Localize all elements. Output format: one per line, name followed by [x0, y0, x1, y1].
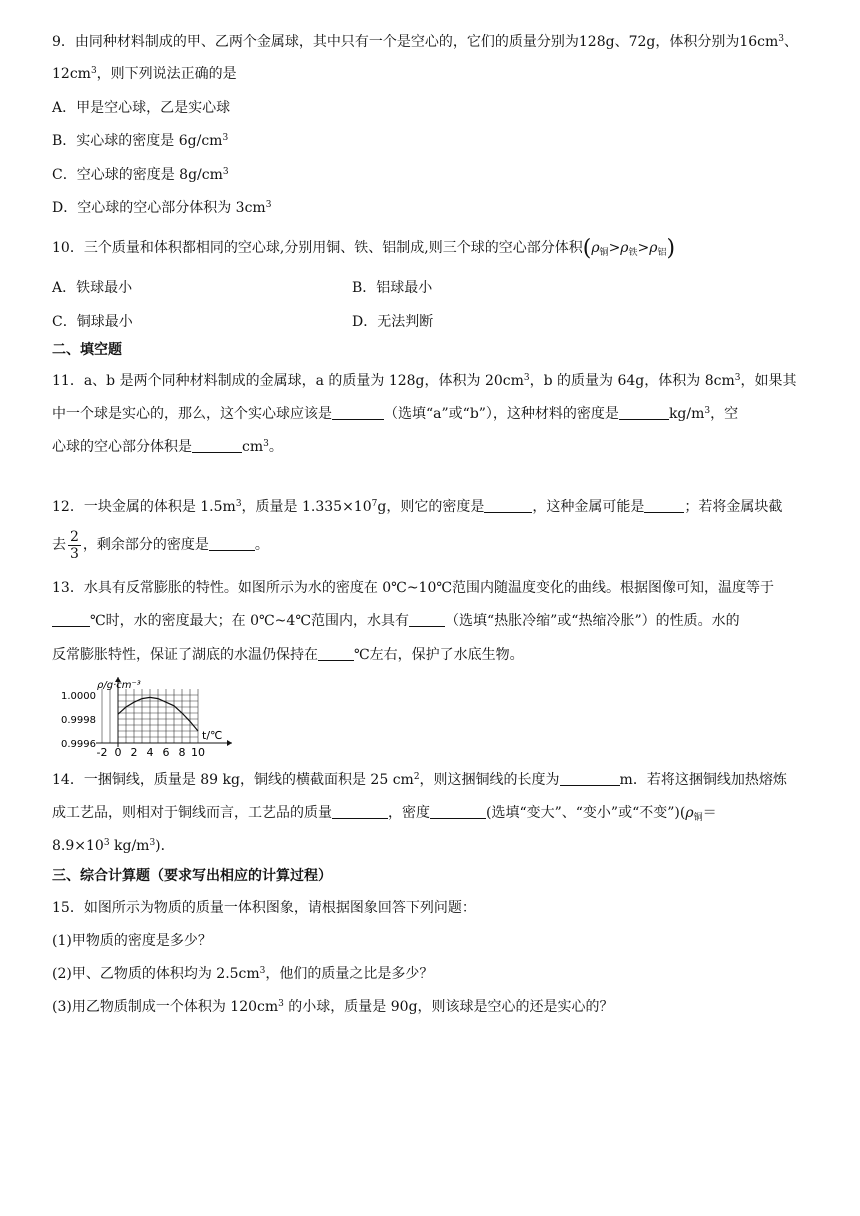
section-calculation-heading: 三、综合计算题（要求写出相应的计算过程） [52, 868, 332, 884]
q11-blank-1[interactable] [332, 405, 384, 420]
q15-stem: 15．如图所示为物质的质量一体积图象，请根据图象回答下列问题： [52, 900, 476, 916]
q14-line1: 14．一捆铜线，质量是 89 kg，铜线的横截面积是 25 $cm^2$，则这捆铜线的长度为 m．若将这捆铜线加热熔炼 [52, 772, 787, 788]
q9-option-a: A．甲是空心球，乙是实心球 [52, 100, 231, 116]
y-tick-label: 0.9996 [61, 739, 96, 750]
q9-option-c: C．空心球的密度是 $8g/cm^3$ [52, 167, 229, 183]
q9-option-b: B．实心球的密度是 $6g/cm^3$ [52, 133, 229, 149]
x-tick-label: -2 [96, 746, 108, 759]
q13-blank-2[interactable] [409, 612, 445, 627]
q14-line3: $8.9\times 10^3$ $kg/m^3$)． [52, 838, 175, 854]
q9-stem-line1: 9．由同种材料制成的甲、乙两个金属球，其中只有一个是空心的，它们的质量分别为128g、72g，体积分别为$16cm^3$、 [52, 34, 799, 50]
q11-line2: 中一个球是实心的，那么，这个实心球应该是 （选填“a”或“b”），这种材料的密度是 $kg/m^3$，空 [52, 406, 739, 422]
fraction-two-thirds: $\frac{2}{3}$ [70, 528, 79, 562]
q14-line2: 成工艺品，则相对于铜线而言，工艺品的质量 ，密度 (选填“变大”、“变小”或“不变$”)(\rho_铜=$ [52, 805, 717, 823]
y-tick-label: 0.9998 [61, 715, 96, 726]
q14-blank-1[interactable] [560, 771, 620, 786]
q10-stem: 10．三个质量和体积都相同的空心球,分别用铜、铁、铝制成,则三个球的空心部分体积$(\rho_铜>\rho_铁>\rho_铝)$ [52, 236, 676, 261]
q13-blank-3[interactable] [318, 646, 354, 661]
x-tick-label: 4 [146, 746, 154, 759]
q12-line1: 12．一块金属的体积是 $1.5m^3$，质量是 $1.335\times 10^7g$，则它的密度是 ，这种金属可能是 ；若将金属块截 [52, 499, 783, 515]
q12-blank-1[interactable] [484, 498, 532, 513]
chart-x-axis-label: t/℃ [202, 729, 223, 742]
x-tick-label: 6 [162, 746, 170, 759]
q14-blank-2[interactable] [332, 804, 388, 819]
x-tick-label: 10 [191, 746, 205, 759]
q11-line1: 11．a、b 是两个同种材料制成的金属球，a 的质量为 128g，体积为 $20cm^3$，b 的质量为 64g，体积为 $8cm^3$，如果其 [52, 373, 797, 389]
x-axis-arrow [227, 740, 232, 746]
chart-y-axis-label: ρ/g·cm⁻³ [97, 680, 141, 691]
q15-part2: (2)甲、乙物质的体积均为 $2.5cm^3$，他们的质量之比是多少？ [52, 966, 434, 982]
q11-blank-3[interactable] [192, 438, 242, 453]
q14-blank-3[interactable] [430, 804, 486, 819]
q15-part1: (1)甲物质的密度是多少？ [52, 933, 212, 949]
q13-line1: 13．水具有反常膨胀的特性。如图所示为水的密度在 0℃~10℃范围内随温度变化的曲线。根据图像可知，温度等于 [52, 580, 775, 596]
y-tick-label: 1.0000 [61, 691, 96, 702]
q12-line2: 去 $\frac{2}{3}$ ，剩余部分的密度是 。 [52, 528, 269, 562]
q13-line2: ℃时，水的密度最大；在 0℃~4℃范围内，水具有 （选填“热胀冷缩”或“热缩冷胀”）的性质。水的 [52, 611, 740, 631]
q15-part3: (3)用乙物质制成一个体积为 $120cm^3$ 的小球，质量是 90g，则该球是空心的还是实心的？ [52, 999, 614, 1015]
x-tick-label: 0 [114, 746, 122, 759]
q9-option-d: D．空心球的空心部分体积为 $3cm^3$ [52, 200, 272, 216]
q12-blank-2[interactable] [644, 498, 684, 513]
x-tick-label: 2 [130, 746, 138, 759]
q11-line3: 心球的空心部分体积是 $cm^3$。 [52, 439, 283, 455]
q12-blank-3[interactable] [209, 536, 255, 551]
section-fill-in-heading: 二、填空题 [52, 342, 122, 358]
q10-option-c: C．铜球最小 [52, 314, 133, 330]
x-tick-label: 8 [178, 746, 186, 759]
q10-option-b: B．铝球最小 [352, 280, 433, 296]
q10-option-d: D．无法判断 [352, 314, 434, 330]
q13-blank-1[interactable] [52, 612, 90, 627]
water-density-chart [50, 675, 240, 765]
q11-blank-2[interactable] [619, 405, 669, 420]
q10-option-a: A．铁球最小 [52, 280, 133, 296]
q9-stem-line2: $12cm^3$，则下列说法正确的是 [52, 66, 237, 82]
q13-line3: 反常膨胀特性，保证了湖底的水温仍保持在 ℃左右，保护了水底生物。 [52, 647, 524, 663]
